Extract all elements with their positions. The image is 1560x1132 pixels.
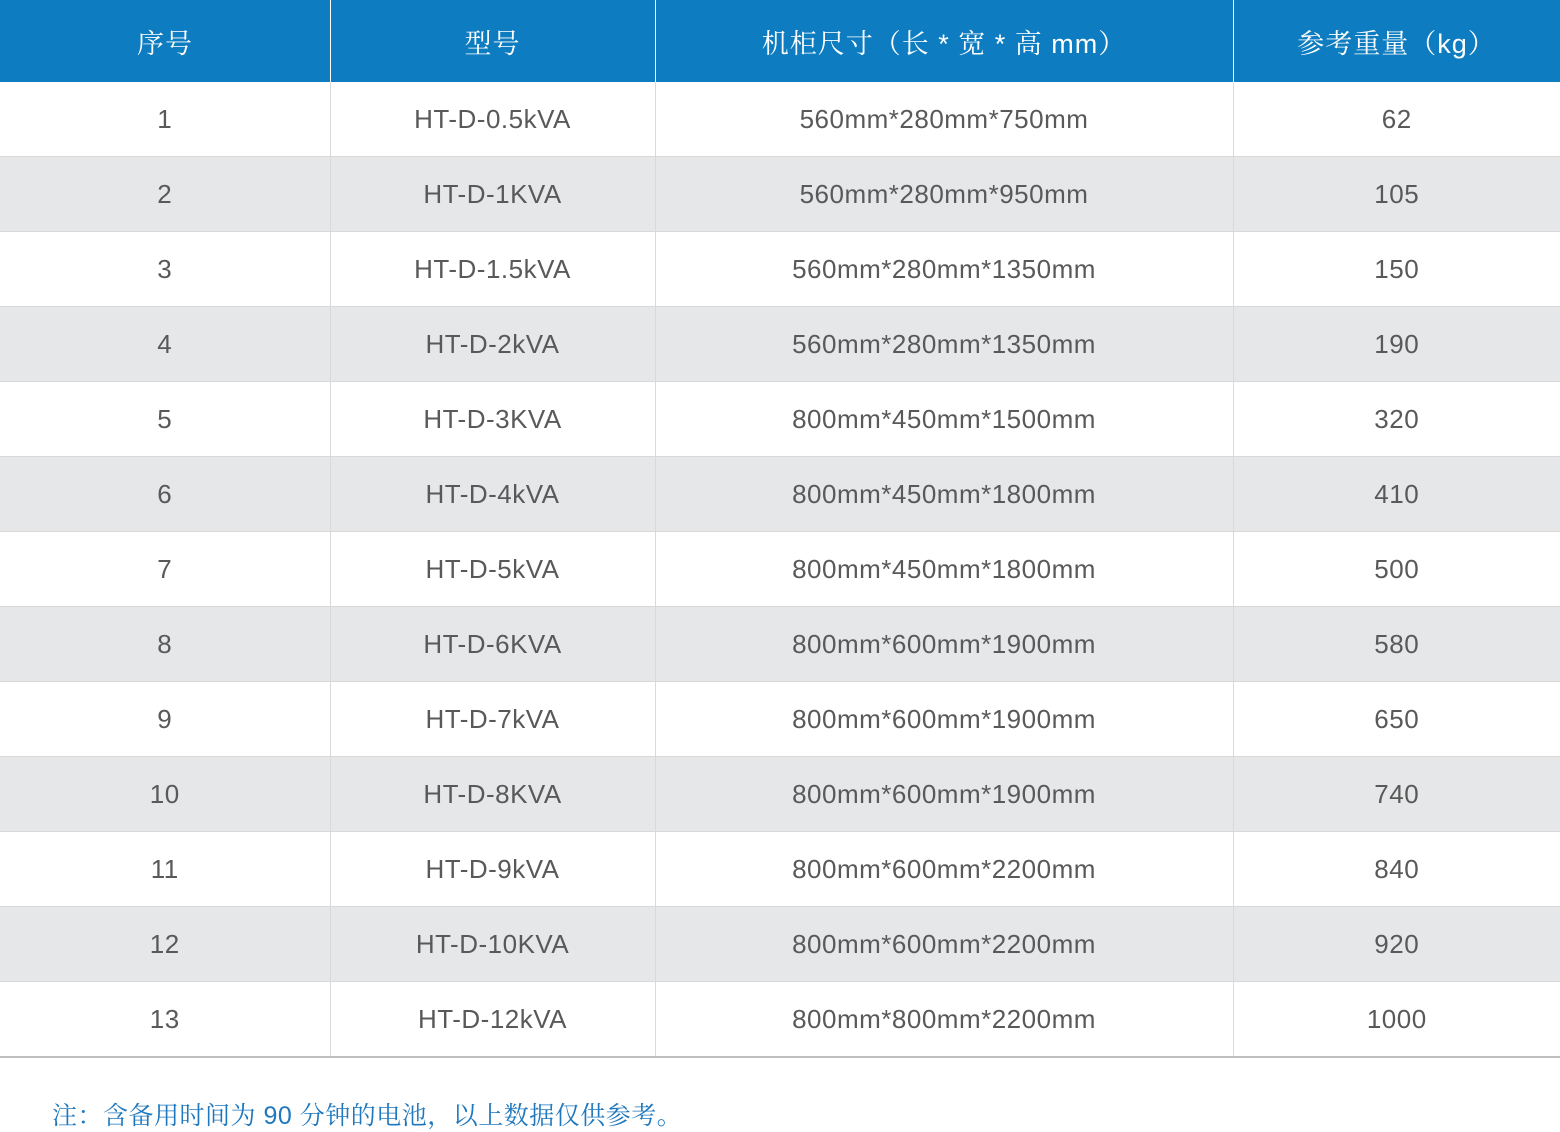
cell-index: 2 — [0, 157, 330, 232]
table-row — [0, 532, 1560, 607]
column-header-dimensions: 机柜尺寸（长 * 宽 * 高 mm） — [655, 0, 1233, 82]
cell-model: HT-D-3KVA — [330, 382, 655, 457]
cell-dimensions: 800mm*600mm*2200mm — [655, 907, 1233, 982]
column-header-model: 型号 — [330, 0, 655, 82]
cell-dimensions: 800mm*600mm*2200mm — [655, 832, 1233, 907]
cell-weight: 150 — [1233, 232, 1560, 307]
cell-model: HT-D-12kVA — [330, 982, 655, 1058]
cell-weight: 920 — [1233, 907, 1560, 982]
cell-model: HT-D-7kVA — [330, 682, 655, 757]
cell-index: 13 — [0, 982, 330, 1058]
table-row — [0, 982, 1560, 1058]
table-row — [0, 757, 1560, 832]
cell-weight: 500 — [1233, 532, 1560, 607]
cell-weight: 840 — [1233, 832, 1560, 907]
cell-index: 7 — [0, 532, 330, 607]
cell-dimensions: 800mm*800mm*2200mm — [655, 982, 1233, 1058]
cell-model: HT-D-0.5kVA — [330, 82, 655, 157]
cell-dimensions: 800mm*450mm*1500mm — [655, 382, 1233, 457]
table-row — [0, 82, 1560, 157]
table-header — [0, 0, 1560, 82]
table-row — [0, 907, 1560, 982]
cell-model: HT-D-4kVA — [330, 457, 655, 532]
cell-index: 11 — [0, 832, 330, 907]
table-row — [0, 832, 1560, 907]
cell-dimensions: 560mm*280mm*1350mm — [655, 232, 1233, 307]
cell-model: HT-D-1KVA — [330, 157, 655, 232]
cell-index: 8 — [0, 607, 330, 682]
cell-dimensions: 560mm*280mm*750mm — [655, 82, 1233, 157]
cell-weight: 1000 — [1233, 982, 1560, 1058]
cell-model: HT-D-6KVA — [330, 607, 655, 682]
column-header-weight: 参考重量（kg） — [1233, 0, 1560, 82]
cell-weight: 62 — [1233, 82, 1560, 157]
cell-model: HT-D-8KVA — [330, 757, 655, 832]
cell-dimensions: 800mm*450mm*1800mm — [655, 532, 1233, 607]
cell-model: HT-D-2kVA — [330, 307, 655, 382]
cell-index: 12 — [0, 907, 330, 982]
table-row — [0, 382, 1560, 457]
cell-model: HT-D-9kVA — [330, 832, 655, 907]
cell-index: 6 — [0, 457, 330, 532]
cell-weight: 105 — [1233, 157, 1560, 232]
cell-model: HT-D-1.5kVA — [330, 232, 655, 307]
table-row — [0, 607, 1560, 682]
table-row — [0, 307, 1560, 382]
table-row — [0, 157, 1560, 232]
cell-index: 9 — [0, 682, 330, 757]
cell-dimensions: 800mm*600mm*1900mm — [655, 682, 1233, 757]
cell-dimensions: 800mm*450mm*1800mm — [655, 457, 1233, 532]
table-row — [0, 682, 1560, 757]
cell-model: HT-D-10KVA — [330, 907, 655, 982]
cell-index: 3 — [0, 232, 330, 307]
table-body — [0, 82, 1560, 1057]
cell-dimensions: 800mm*600mm*1900mm — [655, 757, 1233, 832]
table-footnote: 注：含备用时间为 90 分钟的电池，以上数据仅供参考。 — [52, 1102, 683, 1130]
cell-weight: 410 — [1233, 457, 1560, 532]
cell-weight: 740 — [1233, 757, 1560, 832]
cell-weight: 650 — [1233, 682, 1560, 757]
table-row — [0, 232, 1560, 307]
table-row — [0, 457, 1560, 532]
cell-weight: 190 — [1233, 307, 1560, 382]
cell-index: 10 — [0, 757, 330, 832]
cell-model: HT-D-5kVA — [330, 532, 655, 607]
cell-weight: 320 — [1233, 382, 1560, 457]
cell-dimensions: 560mm*280mm*1350mm — [655, 307, 1233, 382]
cell-dimensions: 800mm*600mm*1900mm — [655, 607, 1233, 682]
table-header-row — [0, 0, 1560, 82]
cell-index: 5 — [0, 382, 330, 457]
cell-index: 4 — [0, 307, 330, 382]
cell-index: 1 — [0, 82, 330, 157]
cell-dimensions: 560mm*280mm*950mm — [655, 157, 1233, 232]
cell-weight: 580 — [1233, 607, 1560, 682]
column-header-index: 序号 — [0, 0, 330, 82]
